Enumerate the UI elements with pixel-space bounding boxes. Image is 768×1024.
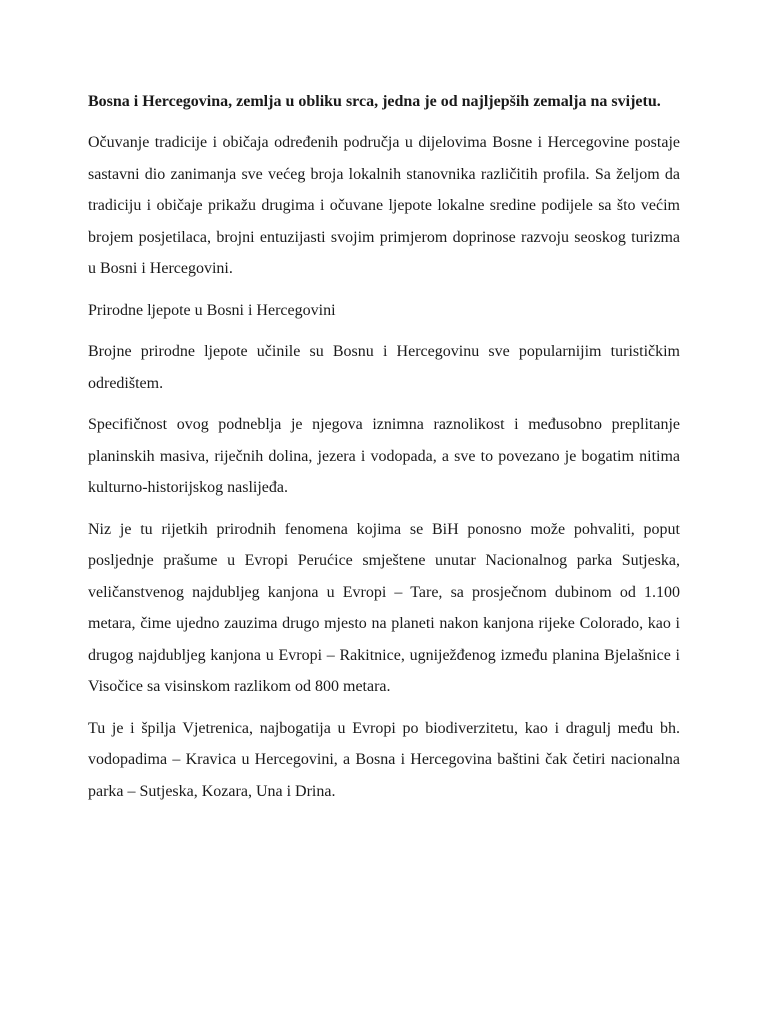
section-heading-natural-beauty: Prirodne ljepote u Bosni i Hercegovini	[88, 301, 336, 319]
paragraph-diversity: Specifičnost ovog podneblja je njegova iznimna raznolikost i međusobno preplitanje planinskih masiva, riječnih dolina, jezera i vodopada, a sve to povezano je bogatim nitima kulturno-historijskog naslijeđa.	[88, 416, 680, 496]
paragraph-rural-tourism: Očuvanje tradicije i običaja određenih područja u dijelovima Bosne i Hercegovine postaje sastavni dio zanimanja sve većeg broja lokalnih stanovnika različitih profila. Sa željom da tradiciju i običaje prikažu drugima i očuvane ljepote lokalne sredine podijele sa što većim brojem posjetilaca, brojni entuzijasti svojim primjerom doprinose razvoju seoskog turizma u Bosni i Hercegovini.	[88, 134, 680, 277]
paragraph-tourist-destination: Brojne prirodne ljepote učinile su Bosnu i Hercegovinu sve popularnijim turističkim odredištem.	[88, 343, 680, 392]
document-title: Bosna i Hercegovina, zemlja u obliku srca, jedna je od najljepših zemalja na svijetu.	[88, 93, 661, 110]
paragraph-natural-phenomena: Niz je tu rijetkih prirodnih fenomena kojima se BiH ponosno može pohvaliti, poput posljednje prašume u Evropi Perućice smještene unutar Nacionalnog parka Sutjeska, veličanstvenog najdubljeg kanjona u Evropi – Tare, sa prosječnom dubinom od 1.100 metara, čime ujedno zauzima drugo mjesto na planeti nakon kanjona rijeke Colorado, kao i drugog najdubljeg kanjona u Evropi – Rakitnice, ugniježđenog između planina Bjelašnice i Visočice sa visinskom razlikom od 800 metara.	[88, 520, 680, 695]
document-page	[88, 86, 680, 817]
paragraph-national-parks: Tu je i špilja Vjetrenica, najbogatija u Evropi po biodiverzitetu, kao i dragulj među bh. vodopadima – Kravica u Hercegovini, a Bosna i Hercegovina baštini čak četiri nacionalna parka – Sutjeska, Kozara, Una i Drina.	[88, 719, 680, 800]
